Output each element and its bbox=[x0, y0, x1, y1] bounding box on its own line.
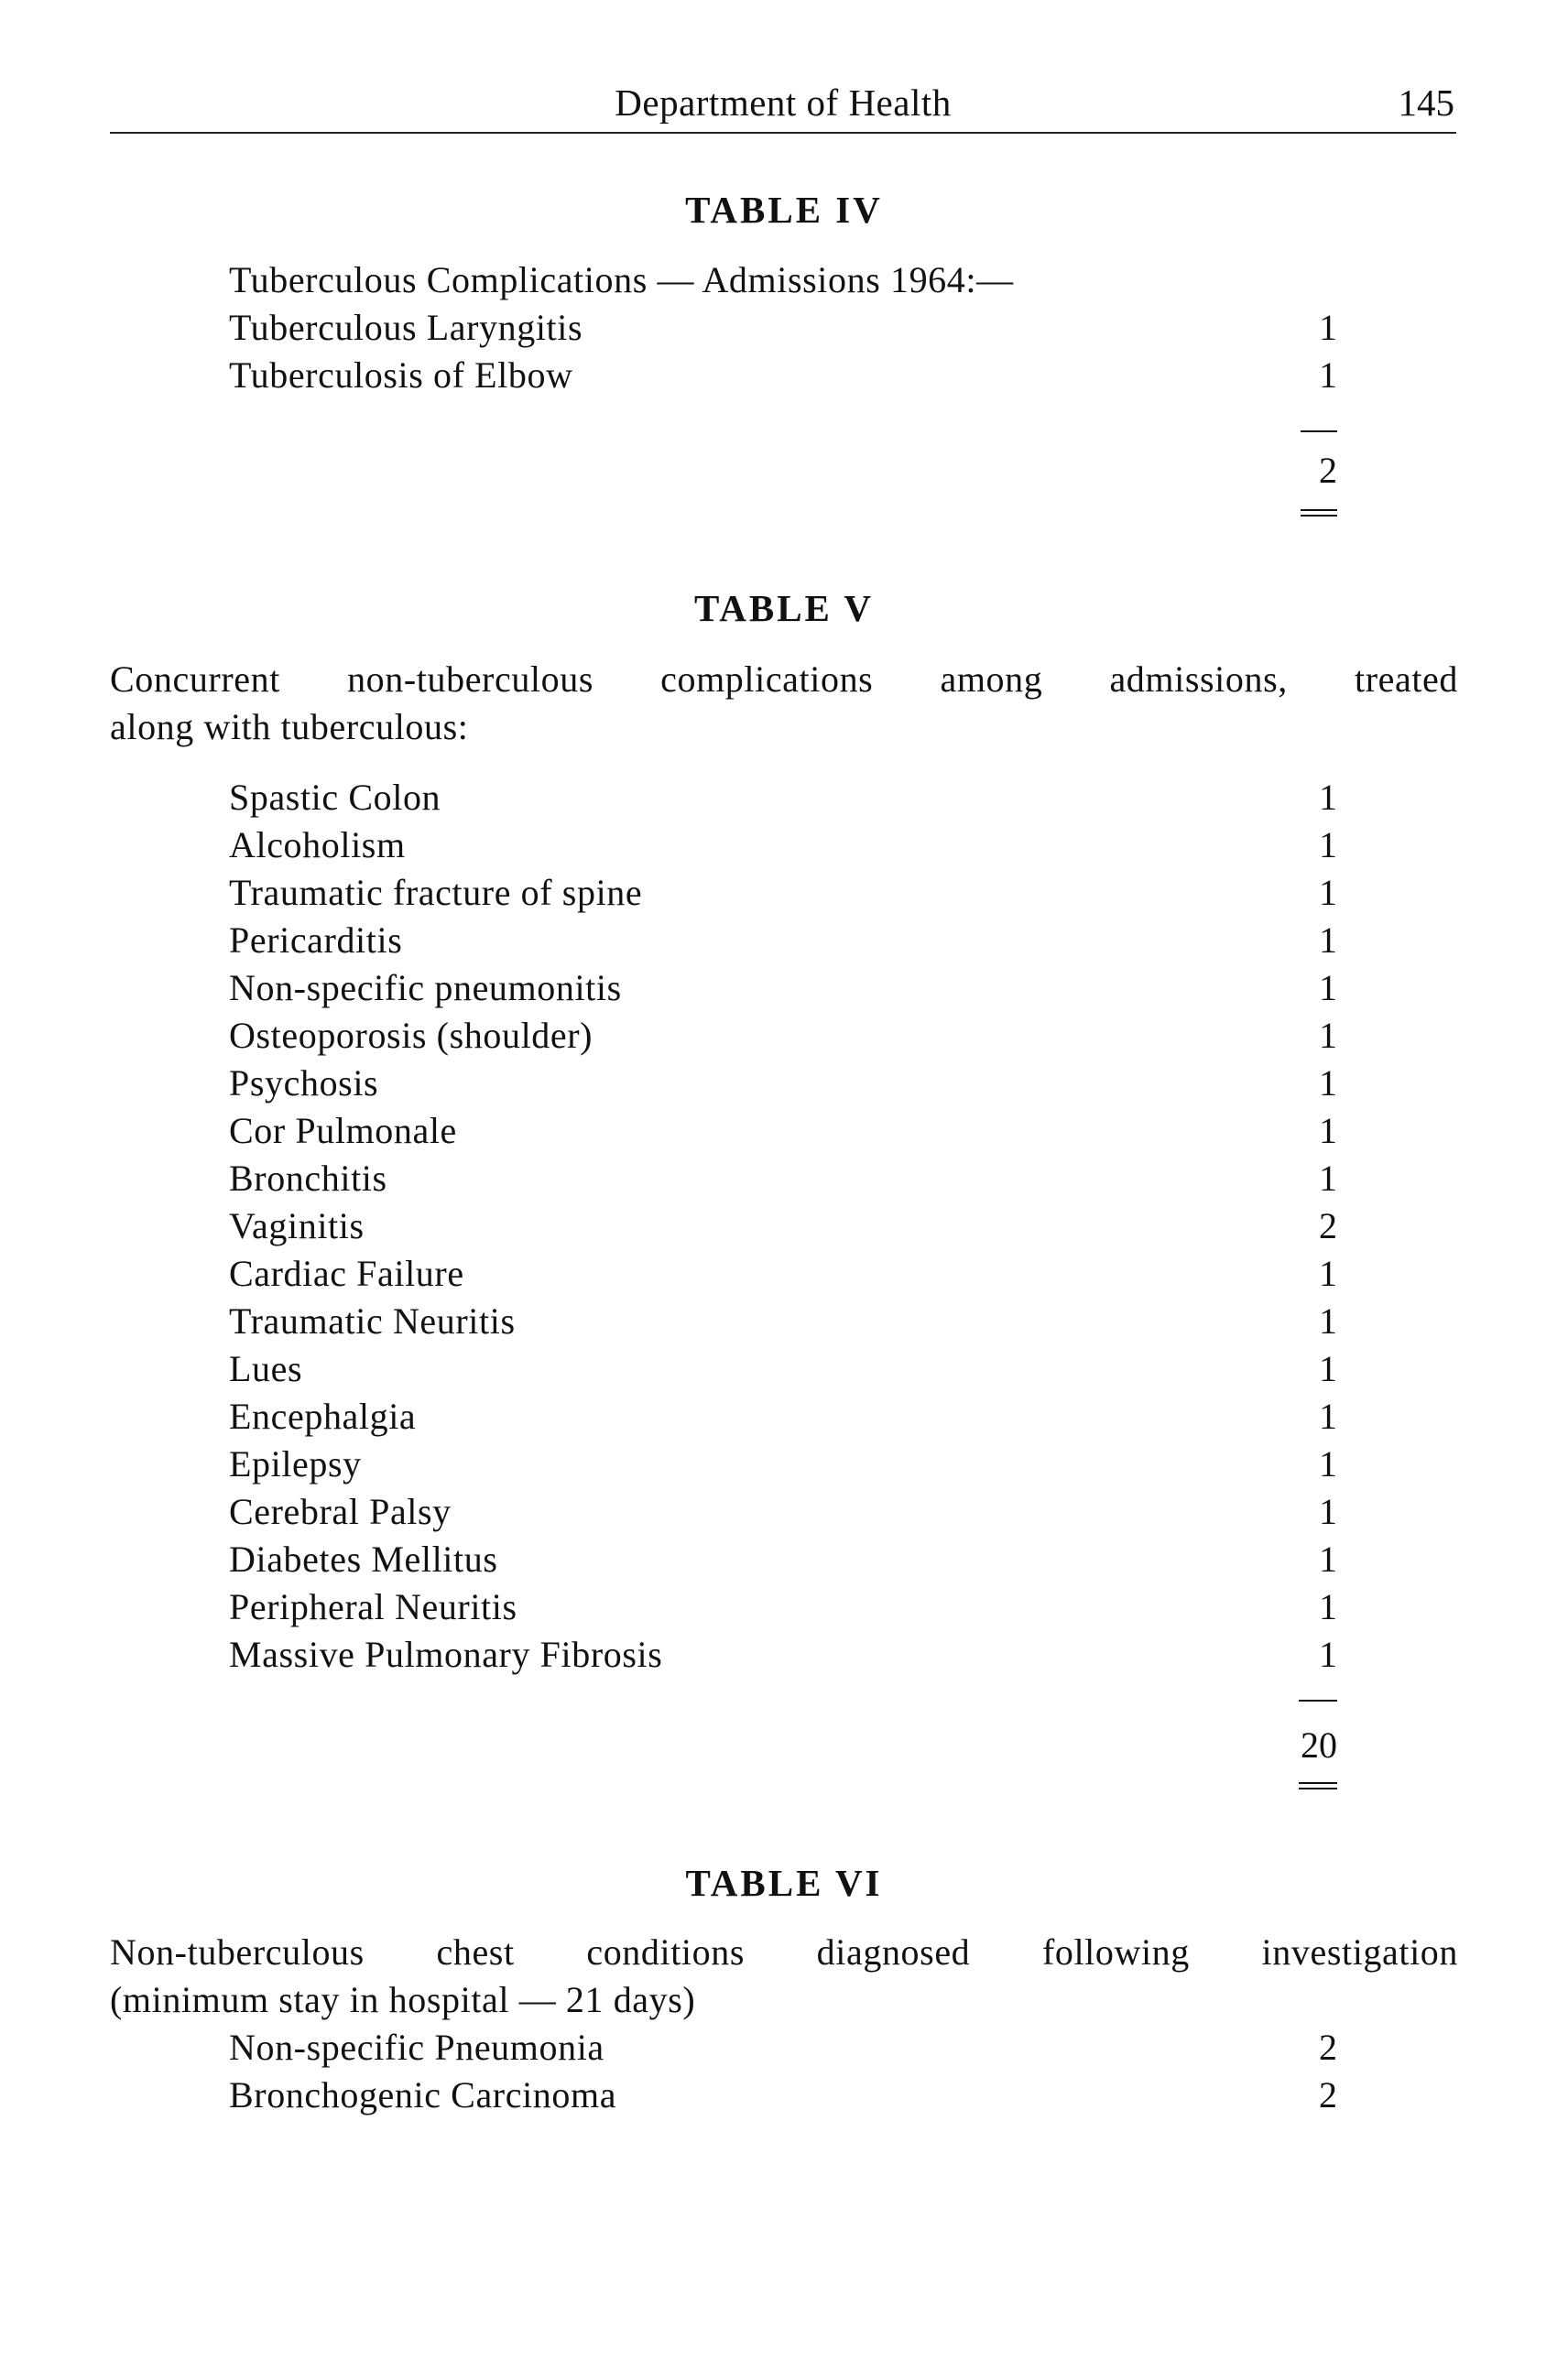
table-row bbox=[229, 1631, 1337, 1679]
row-label: Peripheral Neuritis bbox=[229, 1586, 517, 1627]
page-number: 145 bbox=[1398, 82, 1454, 124]
table-row bbox=[229, 1345, 1337, 1393]
row-count: 1 bbox=[1319, 1586, 1337, 1627]
row-count: 1 bbox=[1319, 919, 1337, 961]
table-row bbox=[229, 1298, 1337, 1345]
row-label: Diabetes Mellitus bbox=[229, 1539, 498, 1580]
table-vi-intro-line2: (minimum stay in hospital — 21 days) bbox=[110, 1979, 696, 2020]
row-count: 1 bbox=[1319, 1062, 1337, 1104]
table-row bbox=[229, 917, 1337, 964]
row-count: 2 bbox=[1319, 2027, 1337, 2068]
table-row bbox=[229, 2072, 1337, 2119]
row-count: 1 bbox=[1319, 1396, 1337, 1437]
row-label: Massive Pulmonary Fibrosis bbox=[229, 1634, 663, 1675]
sum-rule bbox=[1301, 430, 1337, 432]
row-label: Lues bbox=[229, 1348, 303, 1389]
table-iv-title: TABLE IV bbox=[685, 189, 883, 231]
row-count: 1 bbox=[1319, 1539, 1337, 1580]
table-row bbox=[229, 821, 1337, 869]
table-iv-heading bbox=[229, 256, 1337, 304]
row-count: 1 bbox=[1319, 872, 1337, 913]
row-label: Cardiac Failure bbox=[229, 1253, 464, 1294]
row-count: 1 bbox=[1319, 1158, 1337, 1199]
row-label: Tuberculosis of Elbow bbox=[229, 354, 573, 396]
row-count: 1 bbox=[1319, 1300, 1337, 1342]
row-count: 1 bbox=[1319, 777, 1337, 818]
table-row bbox=[229, 1202, 1337, 1250]
table-iv-total: 2 bbox=[1319, 450, 1337, 491]
row-count: 1 bbox=[1319, 1348, 1337, 1389]
row-count: 1 bbox=[1319, 354, 1337, 396]
table-row bbox=[229, 1012, 1337, 1060]
table-row bbox=[229, 304, 1337, 352]
double-rule-top bbox=[1299, 1782, 1337, 1784]
table-row bbox=[229, 869, 1337, 917]
row-label: Tuberculous Laryngitis bbox=[229, 307, 583, 348]
row-label: Cerebral Palsy bbox=[229, 1491, 452, 1532]
table-row bbox=[229, 964, 1337, 1012]
table-v-intro-line2: along with tuberculous: bbox=[110, 706, 469, 747]
table-row bbox=[229, 774, 1337, 821]
row-count: 2 bbox=[1319, 2074, 1337, 2115]
table-row bbox=[229, 1107, 1337, 1155]
row-label: Spastic Colon bbox=[229, 777, 441, 818]
row-label: Bronchogenic Carcinoma bbox=[229, 2074, 617, 2115]
row-label: Non-specific Pneumonia bbox=[229, 2027, 604, 2068]
table-row bbox=[229, 2024, 1337, 2072]
row-label: Encephalgia bbox=[229, 1396, 417, 1437]
table-vi-intro-line1: Non-tuberculous chest conditions diagnosed following investigation bbox=[110, 1931, 1458, 1973]
row-count: 1 bbox=[1319, 1110, 1337, 1151]
row-label: Alcoholism bbox=[229, 824, 406, 865]
row-label: Traumatic fracture of spine bbox=[229, 872, 643, 913]
row-label: Epilepsy bbox=[229, 1443, 362, 1485]
table-row bbox=[229, 1155, 1337, 1202]
row-count: 1 bbox=[1319, 967, 1337, 1008]
running-title: Department of Health bbox=[615, 82, 952, 124]
row-count: 1 bbox=[1319, 1634, 1337, 1675]
double-rule-bottom bbox=[1299, 1788, 1337, 1789]
table-row bbox=[229, 1393, 1337, 1441]
table-v-intro-line1: Concurrent non-tuberculous complications among admissions, treated bbox=[110, 658, 1458, 700]
row-count: 1 bbox=[1319, 1253, 1337, 1294]
row-count: 1 bbox=[1319, 1491, 1337, 1532]
double-rule-top bbox=[1301, 509, 1337, 511]
row-label: Psychosis bbox=[229, 1062, 379, 1104]
table-row bbox=[229, 1488, 1337, 1536]
row-label: Bronchitis bbox=[229, 1158, 387, 1199]
table-row bbox=[229, 1536, 1337, 1583]
table-v-total: 20 bbox=[1301, 1724, 1337, 1766]
table-row bbox=[229, 352, 1337, 399]
row-label: Osteoporosis (shoulder) bbox=[229, 1015, 593, 1056]
table-row bbox=[229, 1583, 1337, 1631]
row-label: Traumatic Neuritis bbox=[229, 1300, 516, 1342]
row-label: Non-specific pneumonitis bbox=[229, 967, 622, 1008]
double-rule-bottom bbox=[1301, 515, 1337, 517]
running-header bbox=[110, 81, 1456, 134]
row-count: 1 bbox=[1319, 824, 1337, 865]
row-label: Vaginitis bbox=[229, 1205, 365, 1246]
table-v-title: TABLE V bbox=[693, 587, 875, 629]
row-count: 1 bbox=[1319, 1015, 1337, 1056]
row-count: 2 bbox=[1319, 1205, 1337, 1246]
row-count: 1 bbox=[1319, 307, 1337, 348]
table-row bbox=[229, 1250, 1337, 1298]
table-iv-heading-text: Tuberculous Complications — Admissions 1964:— bbox=[229, 259, 1014, 300]
row-label: Cor Pulmonale bbox=[229, 1110, 457, 1151]
table-vi-title: TABLE VI bbox=[685, 1862, 883, 1904]
sum-rule bbox=[1299, 1700, 1337, 1702]
table-row bbox=[229, 1441, 1337, 1488]
row-count: 1 bbox=[1319, 1443, 1337, 1485]
row-label: Pericarditis bbox=[229, 919, 403, 961]
table-row bbox=[229, 1060, 1337, 1107]
